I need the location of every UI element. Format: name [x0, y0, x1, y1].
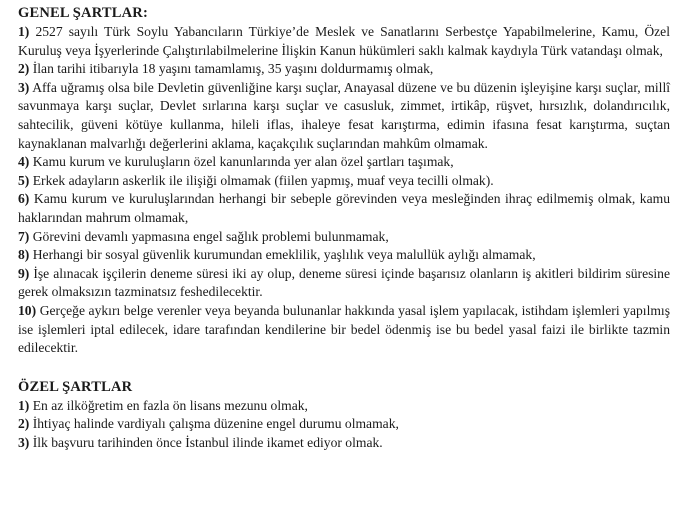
item-number: 1) [18, 24, 30, 39]
item-text: Gerçeğe aykırı belge verenler veya beyanda bulunanlar hakkında yasal işlem yapılacak, istihdam işlemleri yapılmış ise işlemleri iptal edilecek, idare tarafından kendilerine bir bedel ödenmiş ise bu bedel yasal faizi ile birlikte tazmin edilecektir. [18, 302, 670, 356]
item-text: Görevini devamlı yapmasına engel sağlık problemi bulunmamak, [32, 228, 389, 244]
item-text: Herhangi bir sosyal güvenlik kurumundan emeklilik, yaşlılık veya malullük aylığı almamak, [32, 247, 536, 263]
special-item-2 [18, 415, 670, 434]
item-text: Erkek adayların askerlik ile ilişiği olmamak (fiilen yapmış, muaf veya tecilli olmak). [32, 172, 494, 188]
special-conditions-heading: ÖZEL ŞARTLAR [18, 378, 133, 395]
item-text: Kamu kurum ve kuruluşların özel kanunlarında yer alan özel şartları taşımak, [32, 154, 454, 170]
item-text: En az ilköğretim en fazla ön lisans mezunu olmak, [32, 397, 308, 413]
general-item-1 [18, 23, 670, 60]
item-text: İhtiyaç halinde vardiyalı çalışma düzenine engel durumu olmamak, [32, 416, 399, 432]
general-item-5 [18, 172, 670, 191]
general-item-7 [18, 228, 670, 247]
item-text: Affa uğramış olsa bile Devletin güvenliğine karşı suçlar, Anayasal düzene ve bu düzenin işleyişine karşı suçlar, millî savunmaya karşı suçlar, Devlet sırlarına karşı suçlar ve casusluk, zimmet, irtikâp, rüşvet, hırsızlık, dolandırıcılık, sahtecilik, güveni kötüye kullanma, hileli iflas, ihaleye fesat karıştırma, edimin ifasına fesat karıştırma, suçtan kaynaklanan malvarlığı değerlerini aklama, kaçakçılık suçlarından mahkûm olmamak. [18, 79, 671, 151]
item-text: İlk başvuru tarihinden önce İstanbul ilinde ikamet ediyor olmak. [32, 434, 383, 450]
item-number: 1) [18, 397, 30, 413]
item-text: İlan tarihi itibarıyla 18 yaşını tamamlamış, 35 yaşını doldurmamış olmak, [32, 61, 434, 77]
document-body [18, 4, 670, 452]
general-item-3 [18, 79, 670, 153]
special-item-3 [18, 434, 670, 453]
item-number: 7) [18, 228, 30, 244]
item-number: 5) [18, 172, 30, 188]
general-item-8 [18, 246, 670, 265]
general-item-10 [18, 302, 670, 358]
item-number: 2) [18, 416, 30, 432]
item-number: 2) [18, 61, 30, 77]
item-number: 8) [18, 247, 30, 263]
general-item-9 [18, 265, 670, 302]
general-conditions-heading: GENEL ŞARTLAR: [18, 5, 149, 21]
item-text: Kamu kurum ve kuruluşlarından herhangi bir sebeple görevinden veya mesleğinden ihraç edilmemiş olmak, kamu haklarından mahrum olmamak, [18, 191, 671, 225]
item-number: 10) [18, 302, 37, 318]
item-number: 3) [18, 79, 30, 95]
general-item-6 [18, 190, 670, 227]
item-number: 3) [18, 434, 30, 450]
general-item-4 [18, 153, 670, 172]
general-item-2 [18, 60, 670, 79]
item-number: 6) [18, 191, 30, 207]
special-item-1 [18, 397, 670, 416]
item-number: 4) [18, 154, 30, 170]
item-number: 9) [18, 265, 30, 281]
item-text: İşe alınacak işçilerin deneme süresi iki ay olup, deneme süresi içinde başarısız olanların iş akitleri bildirim süresine gerek olmaksızın tazminatsız feshedilecektir. [18, 265, 670, 300]
item-text: 2527 sayılı Türk Soylu Yabancıların Türkiye’de Meslek ve Sanatlarını Serbestçe Yapabilmelerine, Kamu, Özel Kuruluş veya İşyerlerinde Çalıştırılabilmelerine İlişkin Kanun hükümleri saklı kalmak kaydıyla Türk vatandaşı olmak, [18, 24, 670, 58]
